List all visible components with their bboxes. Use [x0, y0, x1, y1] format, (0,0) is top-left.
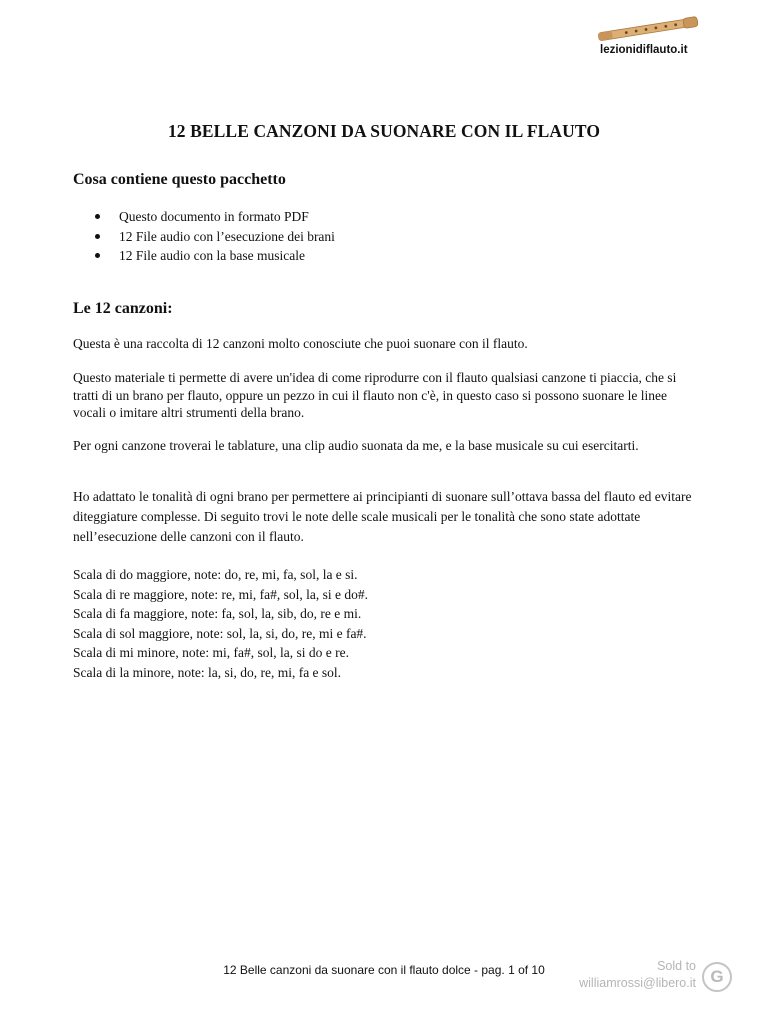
scale-line: Scala di fa maggiore, note: fa, sol, la, sib, do, re e mi.: [73, 606, 362, 621]
logo-text: lezionidiflauto.it: [600, 44, 688, 56]
page-footer: 12 Belle canzoni da suonare con il flauto dolce - pag. 1 of 10: [223, 963, 545, 977]
site-logo[interactable]: [596, 14, 706, 62]
contents-heading: Cosa contiene questo pacchetto: [73, 171, 286, 188]
contents-list: [73, 207, 335, 266]
tonality-paragraph: Ho adattato le tonalità di ogni brano per permettere ai principianti di suonare sull’ottava bassa del flauto ed evitare diteggiature complesse. Di seguito trovi le note delle scale musicali per le tonalità che sono state adottate nell’esecuzione delle canzoni con il flauto.: [73, 489, 692, 544]
list-item: [73, 207, 335, 227]
bullet-icon: [95, 253, 100, 258]
bullet-icon: [95, 214, 100, 219]
list-item: [73, 227, 335, 247]
intro-paragraph: Questa è una raccolta di 12 canzoni molto conosciute che puoi suonare con il flauto.: [73, 336, 528, 351]
document-title: 12 BELLE CANZONI DA SUONARE CON IL FLAUTO: [167, 121, 601, 141]
scale-line: Scala di do maggiore, note: do, re, mi, fa, sol, la e si.: [73, 567, 358, 582]
scale-line: Scala di mi minore, note: mi, fa#, sol, la, si do e re.: [73, 645, 349, 660]
sold-to-watermark: [579, 958, 696, 992]
scale-line: Scala di la minore, note: la, si, do, re, mi, fa e sol.: [73, 664, 342, 680]
scale-line: Scala di sol maggiore, note: sol, la, si, do, re, mi e fa#.: [73, 625, 367, 641]
sold-to-label: Sold to: [657, 959, 696, 973]
list-item-text: 12 File audio con l’esecuzione dei brani: [119, 228, 335, 244]
list-item-text: 12 File audio con la base musicale: [119, 248, 305, 263]
buyer-email: williamrossi@libero.it: [579, 976, 696, 990]
list-item: [73, 246, 335, 266]
material-paragraph: Questo materiale ti permette di avere un'idea di come riprodurre con il flauto qualsiasi canzone ti piaccia, che si tratti di un brano per flauto, oppure un pezzo in cui il flauto non c'è, in questo caso si possono suonare le linee vocali o imitare altri strumenti della brano.: [73, 370, 677, 420]
songs-heading: Le 12 canzoni:: [73, 300, 173, 317]
scale-line: Scala di re maggiore, note: re, mi, fa#, sol, la, si e do#.: [73, 586, 369, 602]
list-item-text: Questo documento in formato PDF: [119, 209, 309, 224]
bullet-icon: [95, 234, 100, 239]
g-badge-icon: G: [702, 962, 732, 992]
tablature-paragraph: Per ogni canzone troverai le tablature, una clip audio suonata da me, e la base musicale su cui esercitarti.: [73, 438, 639, 453]
scales-list: [73, 565, 698, 682]
recorder-flute-icon: [596, 14, 702, 44]
